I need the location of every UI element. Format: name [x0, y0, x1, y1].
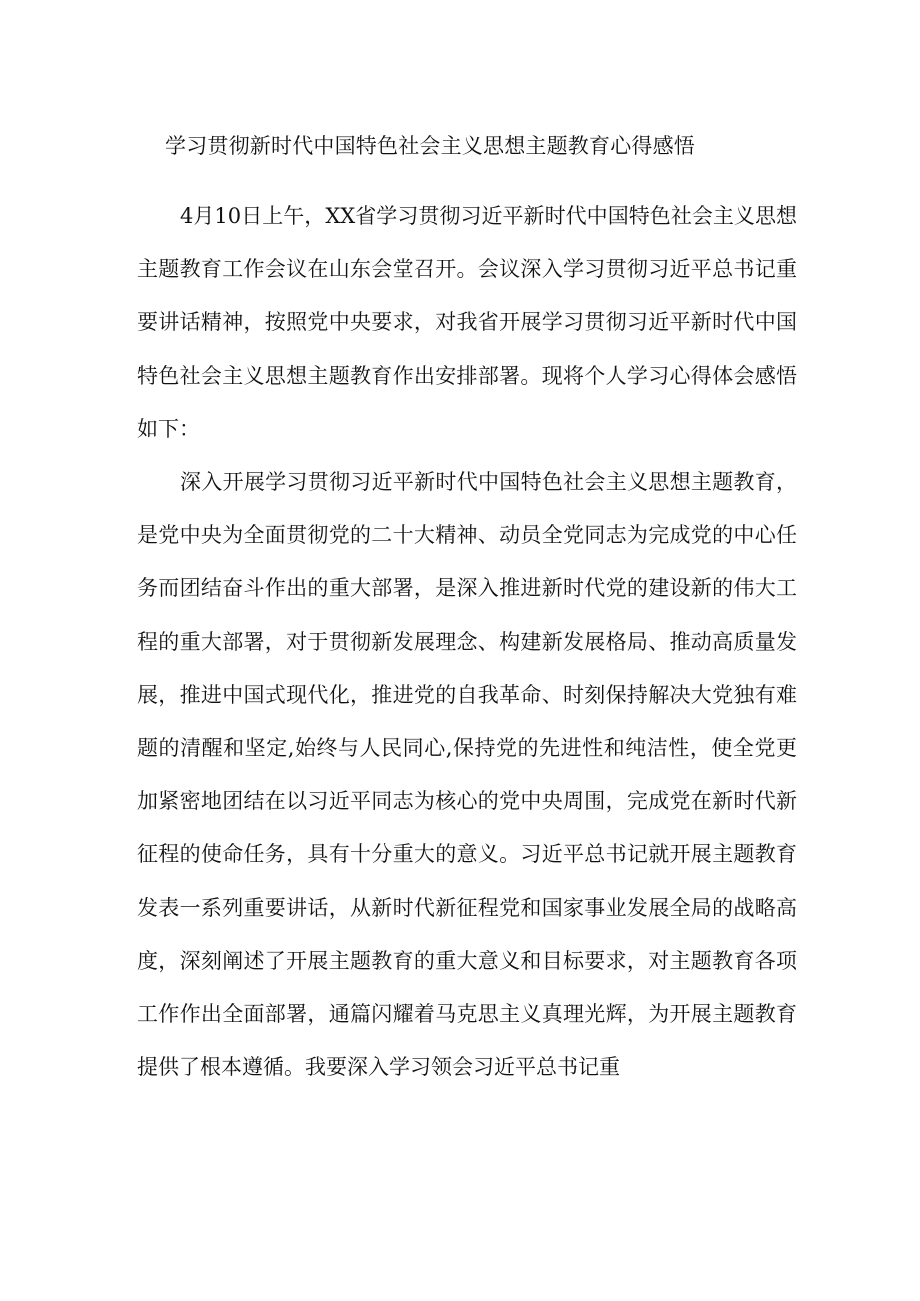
document-body — [137, 190, 797, 1094]
paragraph-1: 4月10日上午，XX省学习贯彻习近平新时代中国特色社会主义思想主题教育工作会议在山东会堂召开。会议深入学习贯彻习近平总书记重要讲话精神，按照党中央要求，对我省开展学习贯彻习近平新时代中国特色社会主义思想主题教育作出安排部署。现将个人学习心得体会感悟如下： — [137, 204, 797, 441]
document-title: 学习贯彻新时代中国特色社会主义思想主题教育心得感悟 — [165, 134, 695, 158]
paragraph-2: 深入开展学习贯彻习近平新时代中国特色社会主义思想主题教育，是党中央为全面贯彻党的二十大精神、动员全党同志为完成党的中心任务而团结奋斗作出的重大部署，是深入推进新时代党的建设新的伟大工程的重大部署，对于贯彻新发展理念、构建新发展格局、推动高质量发展，推进中国式现代化，推进党的自我革命、时刻保持解决大党独有难题的清醒和坚定,始终与人民同心,保持党的先进性和纯洁性，使全党更加紧密地团结在以习近平同志为核心的党中央周围，完成党在新时代新征程的使命任务，具有十分重大的意义。习近平总书记就开展主题教育发表一系列重要讲话，从新时代新征程党和国家事业发展全局的战略高度，深刻阐述了开展主题教育的重大意义和目标要求，对主题教育各项工作作出全面部署，通篇闪耀着马克思主义真理光辉，为开展主题教育提供了根本遵循。我要深入学习领会习近平总书记重 — [137, 470, 797, 1080]
